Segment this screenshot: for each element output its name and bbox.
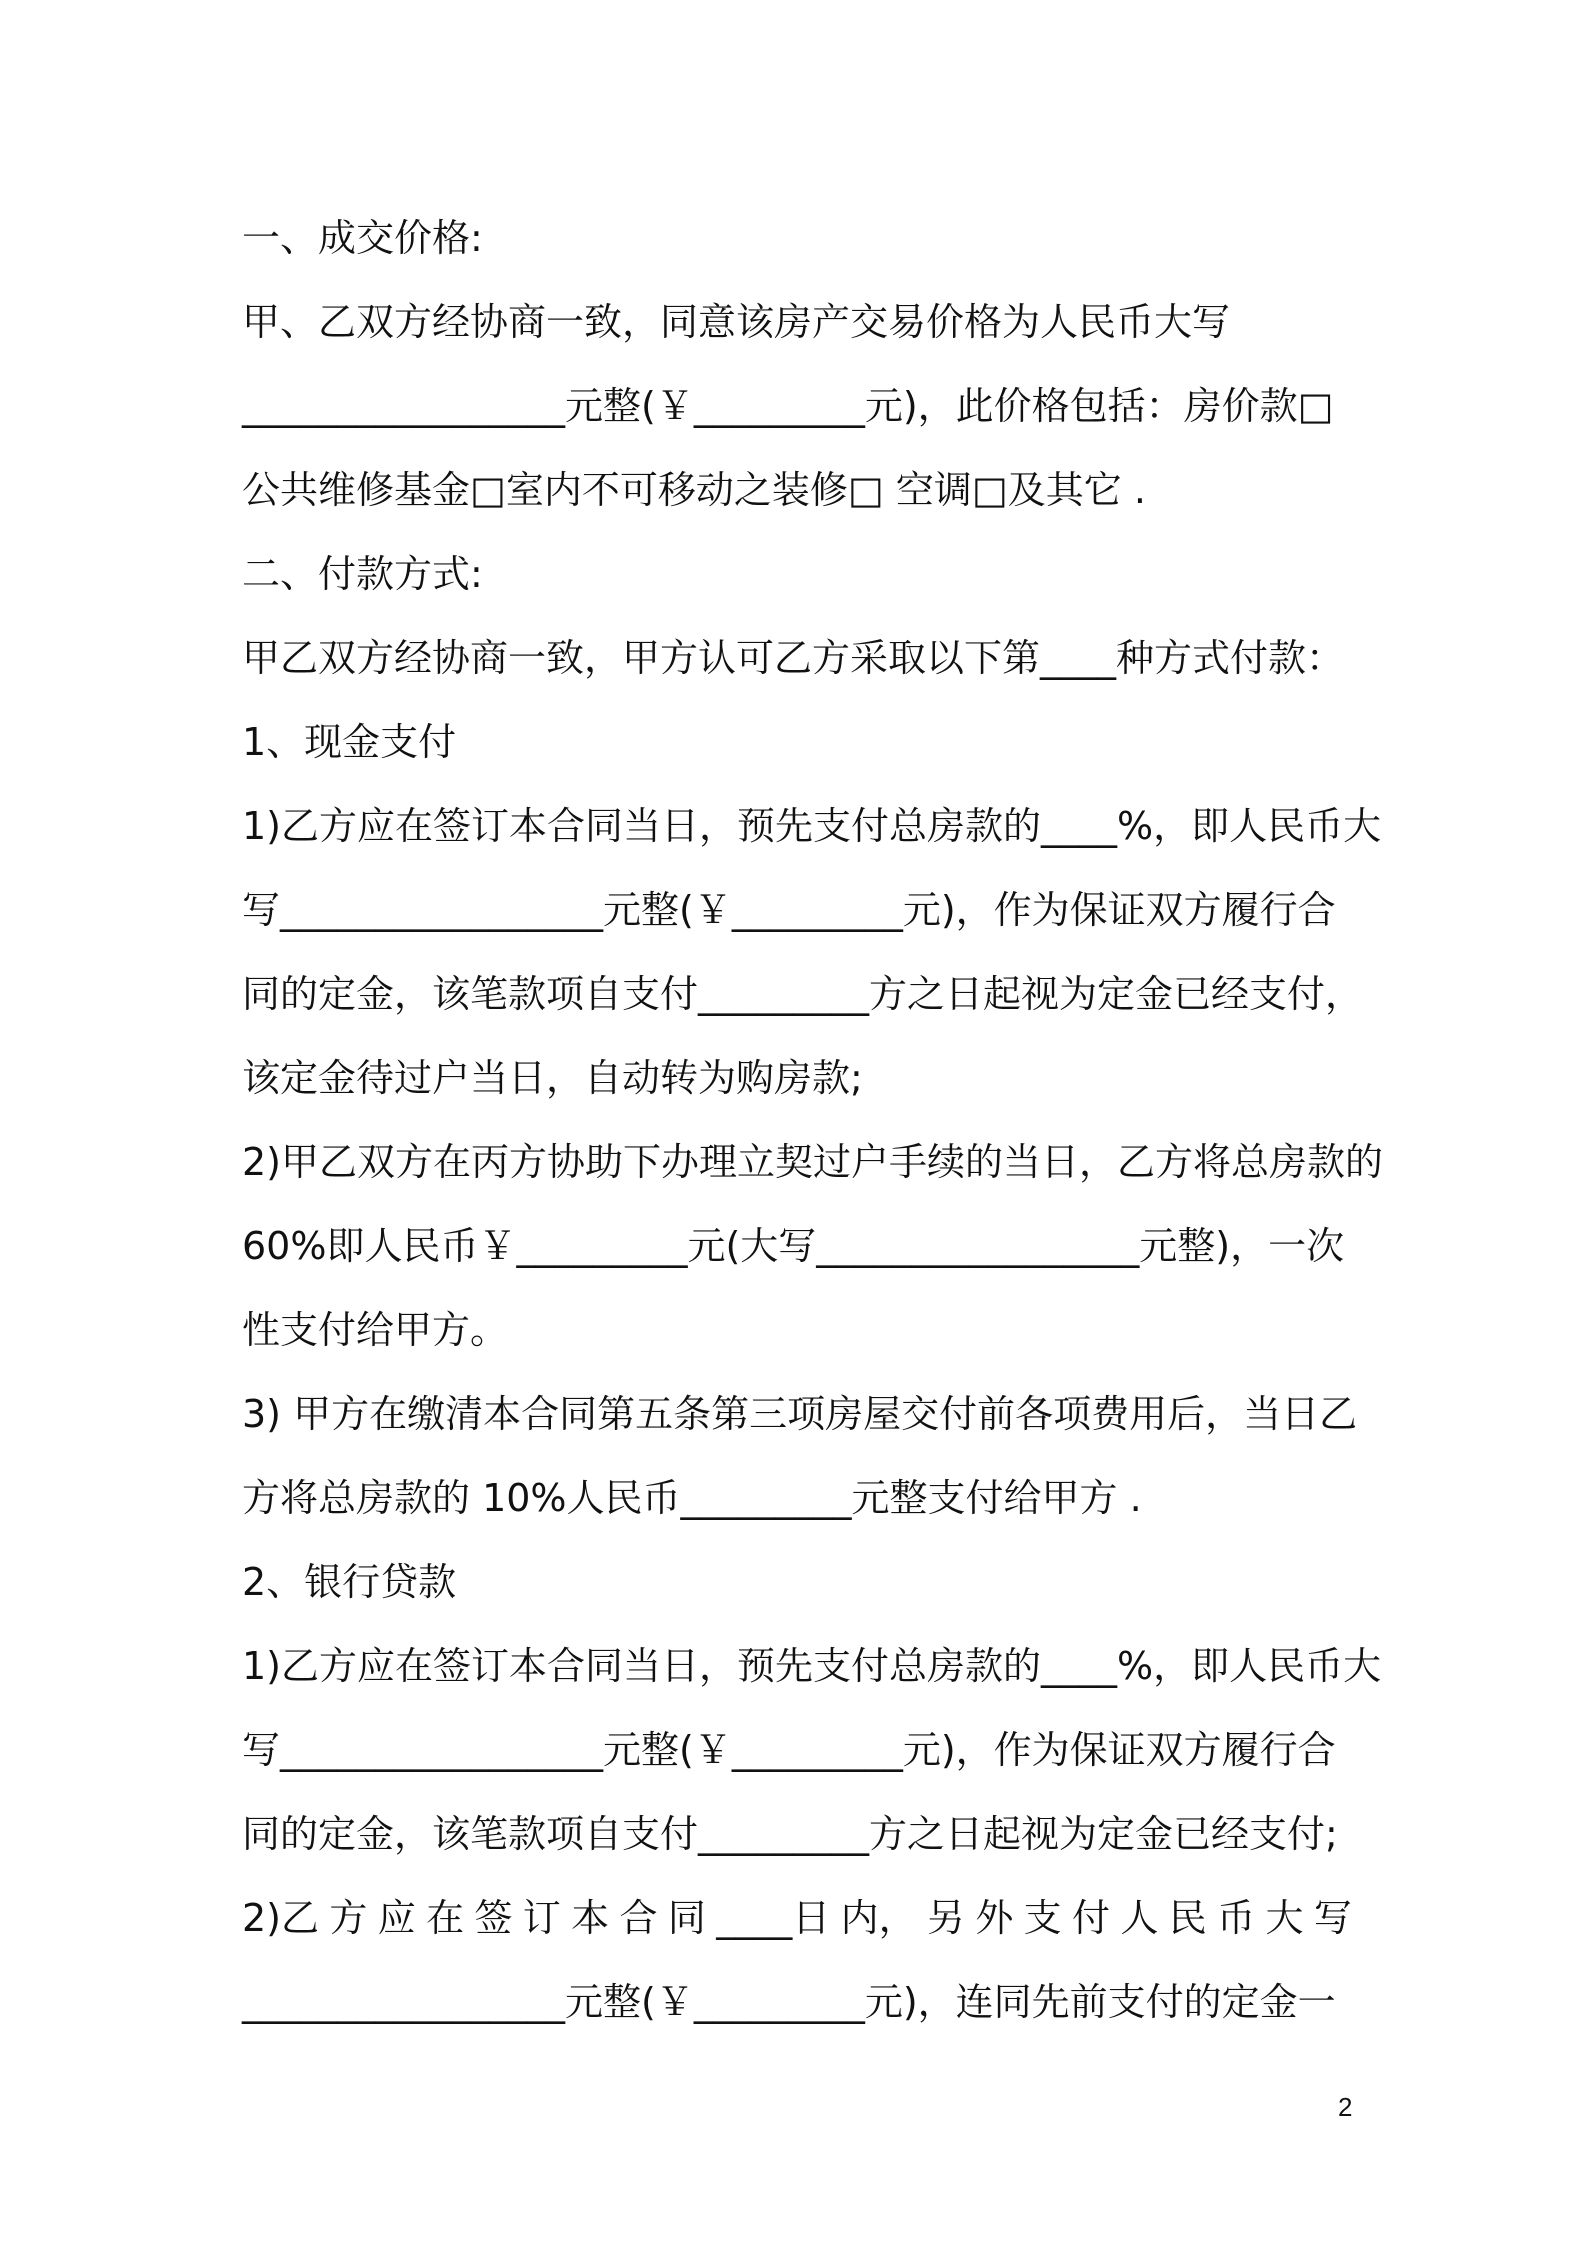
text-line: 写_________________元整(￥_________元)，作为保证双方履行合 — [242, 1728, 1336, 1772]
spaced-char: 人 — [1120, 1896, 1159, 1940]
spaced-char: 另 — [926, 1896, 965, 1940]
text-line: 性支付给甲方。 — [242, 1308, 509, 1352]
text-line: 写_________________元整(￥_________元)，作为保证双方履行合 — [242, 888, 1336, 932]
subheading-bank-loan: 2、银行贷款 — [242, 1560, 457, 1604]
spaced-char: 写 — [1313, 1896, 1352, 1940]
spaced-char: 内， — [840, 1896, 917, 1940]
text-line: _________________元整(￥_________元)，此价格包括：房价款□ — [242, 384, 1334, 428]
spaced-char: 2)乙 — [242, 1896, 320, 1940]
spaced-char: 本 — [571, 1896, 610, 1940]
spaced-text-line — [242, 1876, 1352, 1960]
spaced-char: 支 — [1023, 1896, 1062, 1940]
text-line: 60%即人民币￥_________元(大写_________________元整)，一次 — [242, 1224, 1345, 1268]
spaced-char: 币 — [1217, 1896, 1256, 1940]
spaced-char: 同 — [667, 1896, 706, 1940]
text-line: 1)乙方应在签订本合同当日，预先支付总房款的____%，即人民币大 — [242, 1644, 1382, 1688]
text-line: 同的定金，该笔款项自支付_________方之日起视为定金已经支付， — [242, 972, 1364, 1016]
document-body — [242, 196, 1384, 2044]
subheading-cash-payment: 1、现金支付 — [242, 720, 457, 764]
section-heading-payment: 二、付款方式: — [242, 552, 483, 596]
text-line: 公共维修基金□室内不可移动之装修□ 空调□及其它 . — [242, 468, 1146, 512]
spaced-char: 外 — [975, 1896, 1014, 1940]
text-line: 方将总房款的 10%人民币_________元整支付给甲方 . — [242, 1476, 1142, 1520]
text-line: 同的定金，该笔款项自支付_________方之日起视为定金已经支付; — [242, 1812, 1338, 1856]
spaced-char: 大 — [1265, 1896, 1304, 1940]
spaced-char: 民 — [1168, 1896, 1207, 1940]
text-line: 2)甲乙双方在丙方协助下办理立契过户手续的当日，乙方将总房款的 — [242, 1140, 1384, 1184]
spaced-char: 订 — [522, 1896, 561, 1940]
spaced-char: 应 — [377, 1896, 416, 1940]
text-line: _________________元整(￥_________元)，连同先前支付的定金一 — [242, 1980, 1336, 2024]
section-heading-price: 一、成交价格: — [242, 216, 483, 260]
spaced-char: 签 — [474, 1896, 513, 1940]
page-number: 2 — [1338, 2092, 1353, 2122]
text-line: 甲、乙双方经协商一致，同意该房产交易价格为人民币大写 — [242, 300, 1231, 344]
text-line: 3) 甲方在缴清本合同第五条第三项房屋交付前各项费用后，当日乙 — [242, 1392, 1358, 1436]
spaced-char: 在 — [426, 1896, 465, 1940]
spaced-char: 合 — [619, 1896, 658, 1940]
spaced-char: ____日 — [716, 1896, 831, 1940]
text-line: 1)乙方应在签订本合同当日，预先支付总房款的____%，即人民币大 — [242, 804, 1382, 848]
text-line: 该定金待过户当日，自动转为购房款; — [242, 1056, 863, 1100]
text-line: 甲乙双方经协商一致，甲方认可乙方采取以下第____种方式付款： — [242, 636, 1345, 680]
spaced-char: 付 — [1072, 1896, 1111, 1940]
spaced-char: 方 — [329, 1896, 368, 1940]
